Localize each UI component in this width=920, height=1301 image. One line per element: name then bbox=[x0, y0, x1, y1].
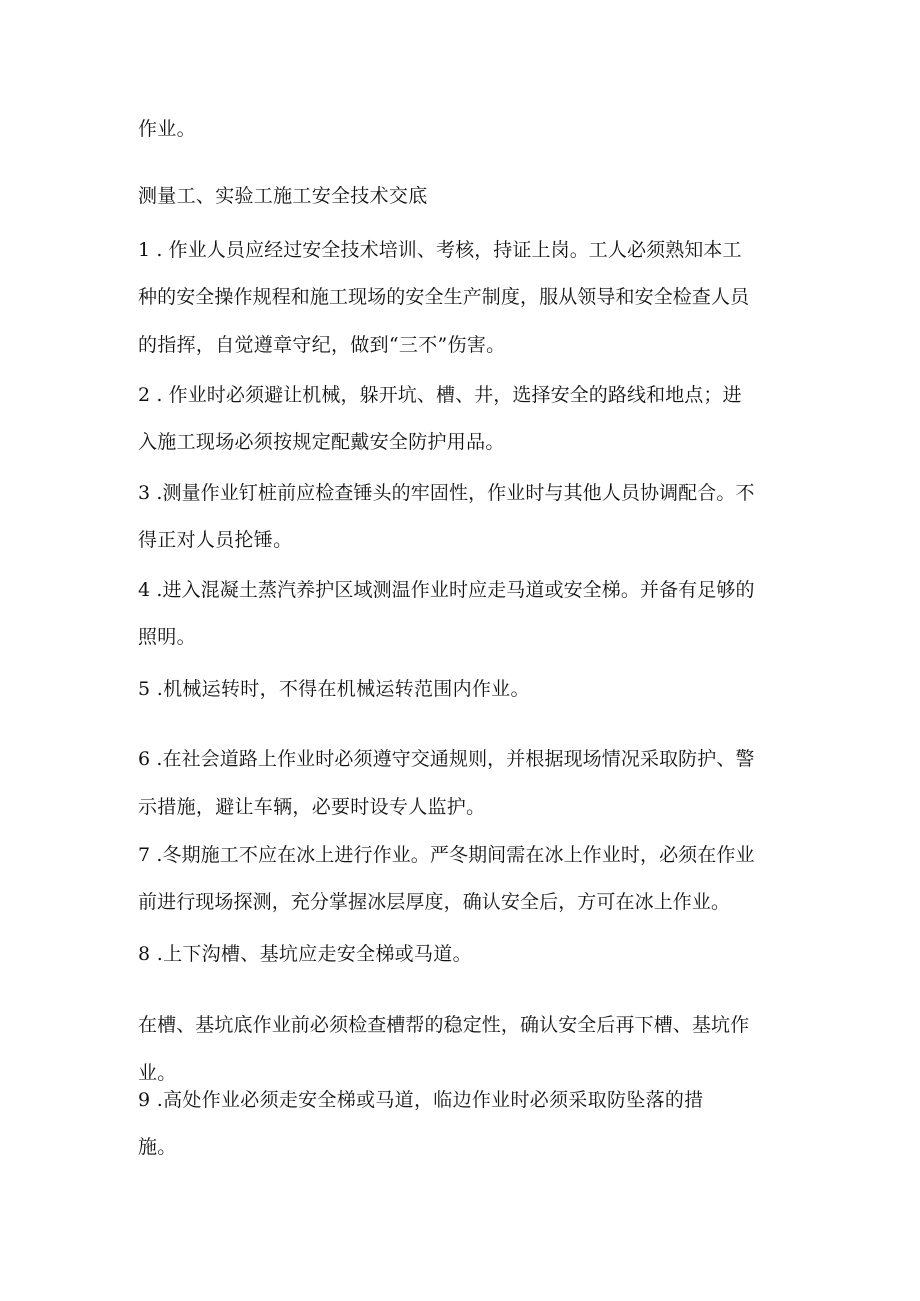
item-4-line-1: 4 .进入混凝土蒸汽养护区域测温作业时应走马道或安全梯。并备有足够的 bbox=[138, 579, 755, 601]
item-2-line-2: 入施工现场必须按规定配戴安全防护用品。 bbox=[138, 431, 505, 453]
item-6-line-2: 示措施，避让车辆，必要时设专人监护。 bbox=[138, 796, 486, 818]
item-8-line-1: 8 .上下沟槽、基坑应走安全梯或马道。 bbox=[138, 943, 472, 965]
item-8-note-line-2: 业。 bbox=[138, 1062, 177, 1084]
item-1-line-1: 1 . 作业人员应经过安全技术培训、考核，持证上岗。工人必须熟知本工 bbox=[138, 239, 742, 261]
item-8-note-line-1: 在槽、基坑底作业前必须检查槽帮的稳定性，确认安全后再下槽、基坑作 bbox=[138, 1014, 750, 1036]
item-6-line-1: 6 .在社会道路上作业时必须遵守交通规则，并根据现场情况采取防护、警 bbox=[138, 748, 755, 770]
item-4-line-2: 照明。 bbox=[138, 626, 196, 648]
section-heading: 测量工、实验工施工安全技术交底 bbox=[138, 185, 428, 207]
item-1-line-3: 的指挥，自觉遵章守纪，做到“三不”伤害。 bbox=[138, 334, 506, 356]
item-2-line-1: 2 . 作业时必须避让机械，躲开坑、槽、井，选择安全的路线和地点；进 bbox=[138, 384, 742, 406]
item-3-line-2: 得正对人员抡锤。 bbox=[138, 529, 293, 551]
item-1-line-2: 种的安全操作规程和施工现场的安全生产制度，服从领导和安全检查人员 bbox=[138, 286, 750, 308]
item-7-line-2: 前进行现场探测，充分掌握冰层厚度，确认安全后，方可在冰上作业。 bbox=[138, 891, 731, 913]
item-9-line-1: 9 .高处作业必须走安全梯或马道，临边作业时必须采取防坠落的措 bbox=[138, 1089, 704, 1111]
item-3-line-1: 3 .测量作业钉桩前应检查锤头的牢固性，作业时与其他人员协调配合。不 bbox=[138, 482, 755, 504]
text-line-continuation: 作业。 bbox=[138, 118, 196, 140]
item-9-line-2: 施。 bbox=[138, 1136, 177, 1158]
item-5-line-1: 5 .机械运转时，不得在机械运转范围内作业。 bbox=[138, 678, 530, 700]
item-7-line-1: 7 .冬期施工不应在冰上进行作业。严冬期间需在冰上作业时，必须在作业 bbox=[138, 844, 755, 866]
